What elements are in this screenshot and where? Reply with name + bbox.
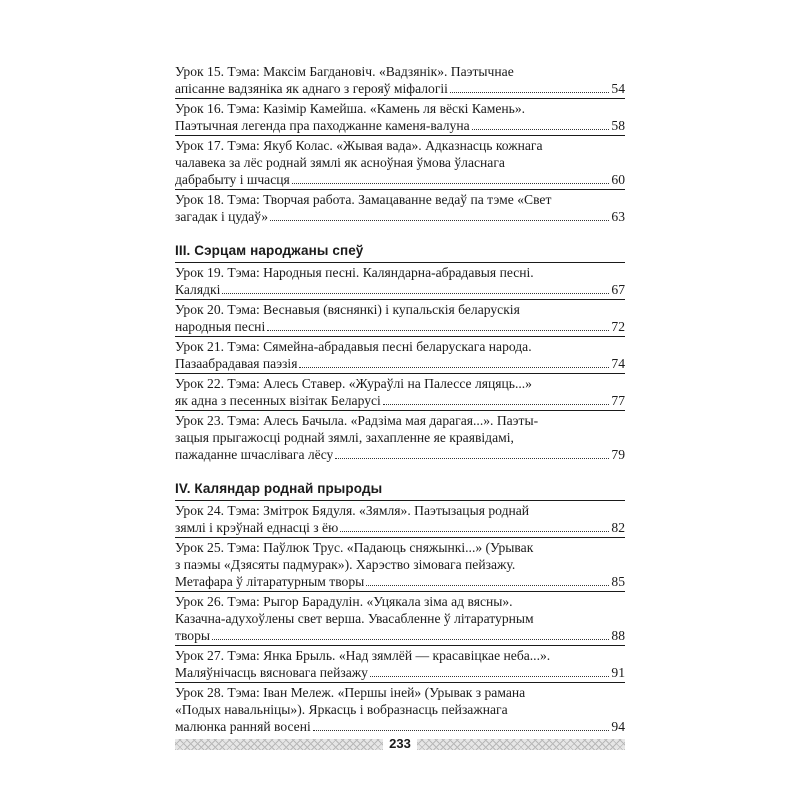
toc-entry-last-line: [175, 392, 625, 409]
toc-entry-last-line: [175, 446, 625, 463]
toc-entry-last-line: [175, 627, 625, 644]
toc-entry-last-line: [175, 573, 625, 590]
dot-leader: [313, 729, 610, 731]
toc-page-number: 79: [611, 447, 625, 462]
toc-page-number: 88: [611, 628, 625, 643]
toc-entry-text: Паэтычная легенда пра паходжанне каменя-валуна: [175, 118, 470, 133]
dot-leader: [292, 182, 610, 184]
table-of-contents: [175, 62, 625, 736]
toc-page-number: 82: [611, 520, 625, 535]
toc-entry-text: зямлі і крэўнай еднасці з ёю: [175, 520, 339, 535]
toc-entry-last-line: [175, 355, 625, 372]
toc-entry-line: Урок 20. Тэма: Веснавыя (вяснянкі) і купальскія беларускія: [175, 302, 520, 317]
toc-page-number: 94: [611, 719, 625, 734]
toc-entry[interactable]: [175, 538, 625, 592]
toc-section: [175, 480, 625, 736]
toc-entry-line: зацыя прыгажосці роднай зямлі, захапленне яе краявідамі,: [175, 430, 514, 445]
dot-leader: [267, 329, 609, 331]
toc-entry[interactable]: [175, 683, 625, 736]
toc-entry-text: Маляўнічасць вясновага пейзажу: [175, 665, 368, 680]
toc-entry[interactable]: [175, 411, 625, 464]
toc-entry[interactable]: [175, 190, 625, 226]
toc-entry-line: Урок 25. Тэма: Паўлюк Трус. «Падаюць сняжынкі...» (Урывак: [175, 540, 534, 555]
toc-entry-last-line: [175, 718, 625, 735]
toc-entry-line: Урок 27. Тэма: Янка Брыль. «Над зямлёй — красавіцкае неба...».: [175, 648, 551, 663]
toc-entry[interactable]: [175, 62, 625, 99]
toc-entry-last-line: [175, 519, 625, 536]
toc-entry-last-line: [175, 80, 625, 97]
toc-page-number: 77: [611, 393, 625, 408]
toc-entry-line: Урок 24. Тэма: Змітрок Бядуля. «Зямля». Паэтызацыя роднай: [175, 503, 530, 518]
dot-leader: [299, 366, 609, 368]
toc-section: [175, 242, 625, 464]
toc-entry[interactable]: [175, 374, 625, 411]
toc-entry-line: Урок 26. Тэма: Рыгор Барадулін. «Уцякала зіма ад вясны».: [175, 594, 513, 609]
dot-leader: [370, 675, 609, 677]
toc-entry-text: загадак і цудаў»: [175, 209, 269, 224]
toc-entry-line: Урок 22. Тэма: Алесь Ставер. «Жураўлі на Палессе ляцяць...»: [175, 376, 532, 391]
toc-entry-text: народныя песні: [175, 319, 266, 334]
toc-page-number: 85: [611, 574, 625, 589]
toc-entry[interactable]: [175, 337, 625, 374]
toc-entry-line: Урок 15. Тэма: Максім Багдановіч. «Вадзянік». Паэтычнае: [175, 64, 514, 79]
toc-entry-line: з паэмы «Дзясяты падмурак»). Харэство зімовага пейзажу.: [175, 557, 516, 572]
toc-entry-line: Урок 16. Тэма: Казімір Камейша. «Камень ля вёскі Камень».: [175, 101, 526, 116]
toc-section: [175, 62, 625, 226]
dot-leader: [222, 292, 609, 294]
toc-page-number: 60: [611, 172, 625, 187]
section-title: IV. Каляндар роднай прыроды: [175, 481, 383, 496]
toc-entry-text: творы: [175, 628, 210, 643]
toc-entry-line: Урок 23. Тэма: Алесь Бачыла. «Радзіма мая дарагая...». Паэты-: [175, 413, 539, 428]
toc-entry-last-line: [175, 117, 625, 134]
footer-ornament-right: [417, 739, 625, 750]
toc-entry-line: Урок 18. Тэма: Творчая работа. Замацаванне ведаў па тэме «Свет: [175, 192, 552, 207]
toc-entry[interactable]: [175, 501, 625, 538]
toc-entry[interactable]: [175, 300, 625, 337]
dot-leader: [450, 91, 609, 93]
toc-page-number: 72: [611, 319, 625, 334]
toc-entry-text: пажаданне шчаслівага лёсу: [175, 447, 334, 462]
toc-entry-last-line: [175, 208, 625, 225]
toc-entry-text: дабрабыту і шчасця: [175, 172, 290, 187]
toc-entry-text: малюнка ранняй восені: [175, 719, 311, 734]
toc-entry-line: чалавека за лёс роднай зямлі як асноўная ўмова ўласнага: [175, 155, 505, 170]
dot-leader: [472, 128, 610, 130]
dot-leader: [212, 638, 609, 640]
toc-entry-line: Урок 21. Тэма: Сямейна-абрадавыя песні беларускага народа.: [175, 339, 532, 354]
toc-entry[interactable]: [175, 136, 625, 190]
toc-entry-text: апісанне вадзяніка як аднаго з герояў міфалогіі: [175, 81, 448, 96]
page-number: 233: [389, 736, 411, 751]
toc-page-number: 91: [611, 665, 625, 680]
toc-entry-last-line: [175, 281, 625, 298]
toc-entry[interactable]: [175, 646, 625, 683]
toc-entry-line: Урок 17. Тэма: Якуб Колас. «Жывая вада». Адказнасць кожнага: [175, 138, 543, 153]
toc-entry-last-line: [175, 664, 625, 681]
toc-entry[interactable]: [175, 592, 625, 646]
toc-page-number: 67: [611, 282, 625, 297]
dot-leader: [335, 457, 609, 459]
toc-entry[interactable]: [175, 263, 625, 300]
footer-ornament-left: [175, 739, 383, 750]
toc-page-number: 63: [611, 209, 625, 224]
toc-entry-text: Метафара ў літаратурным творы: [175, 574, 365, 589]
dot-leader: [366, 584, 609, 586]
toc-entry-line: Казачна-адухоўлены свет верша. Увасабленне ў літаратурным: [175, 611, 534, 626]
toc-entry-line: «Подых навальніцы»). Яркасць і вобразнасць пейзажнага: [175, 702, 508, 717]
toc-entry-text: Пазаабрадавая паэзія: [175, 356, 298, 371]
toc-entry-last-line: [175, 318, 625, 335]
toc-page-number: 54: [611, 81, 625, 96]
dot-leader: [270, 219, 609, 221]
toc-page-number: 74: [611, 356, 625, 371]
toc-entry-line: Урок 28. Тэма: Іван Мележ. «Першы іней» (Урывак з рамана: [175, 685, 526, 700]
toc-entry-text: Калядкі: [175, 282, 221, 297]
toc-entry-last-line: [175, 171, 625, 188]
section-title: III. Сэрцам народжаны спеў: [175, 243, 364, 258]
dot-leader: [383, 403, 610, 405]
toc-entry-line: Урок 19. Тэма: Народныя песні. Каляндарна-абрадавыя песні.: [175, 265, 534, 280]
toc-page-number: 58: [611, 118, 625, 133]
page-footer: [175, 736, 625, 752]
toc-entry-text: як адна з песенных візітак Беларусі: [175, 393, 381, 408]
toc-entry[interactable]: [175, 99, 625, 136]
dot-leader: [340, 530, 609, 532]
